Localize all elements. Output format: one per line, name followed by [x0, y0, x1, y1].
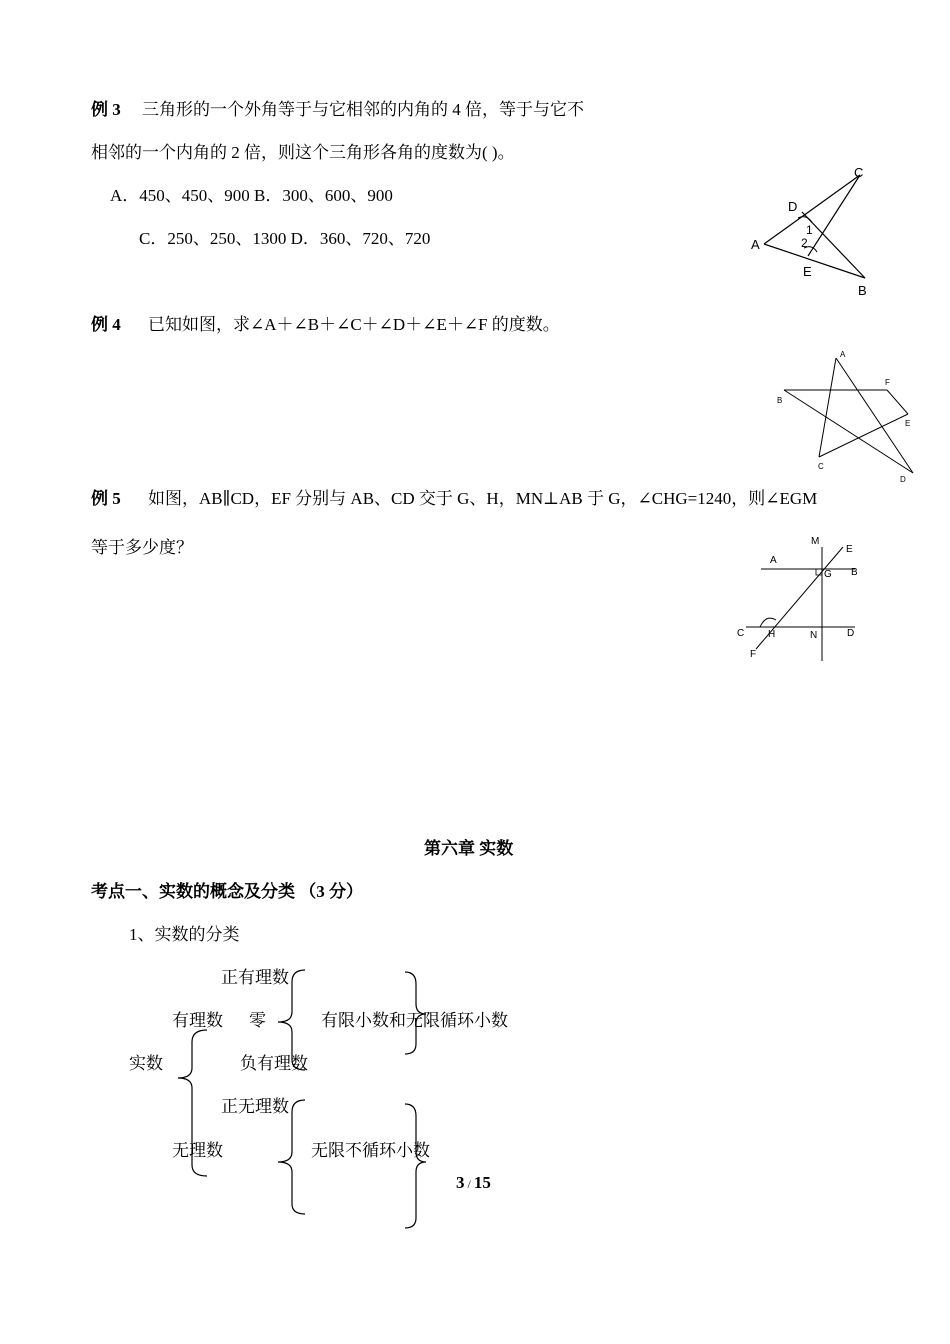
example-4-text: 已知如图，求∠A＋∠B＋∠C＋∠D＋∠E＋∠F 的度数。 — [148, 315, 560, 334]
label-c: C — [818, 462, 824, 471]
label-g: G — [824, 569, 832, 580]
label-m: M — [811, 536, 820, 547]
example-5-label: 例 5 — [91, 489, 121, 508]
infinite-decimal-label: 无限不循环小数 — [311, 1141, 430, 1160]
label-h: H — [768, 629, 776, 640]
label-b: B — [851, 567, 858, 578]
irrational-label: 无理数 — [172, 1141, 223, 1160]
label-b: B — [858, 283, 867, 298]
example-4-label: 例 4 — [91, 315, 121, 334]
section-title: 考点一、实数的概念及分类 （3 分） — [91, 882, 363, 901]
example-5-line-2: 等于多少度？ — [91, 538, 193, 557]
label-c: C — [854, 165, 864, 180]
negative-rational-label: 负有理数 — [240, 1054, 308, 1073]
label-b: B — [777, 396, 783, 405]
label-a: A — [751, 237, 760, 252]
positive-rational-label: 正有理数 — [221, 968, 289, 987]
label-e: E — [905, 419, 911, 428]
label-d: D — [900, 475, 906, 484]
label-f: F — [750, 649, 757, 660]
finite-decimal-label: 有限小数和无限循环小数 — [321, 1011, 508, 1030]
label-e: E — [803, 264, 812, 279]
example-3-options-ab: A．450、450、900 B．300、600、900 — [110, 186, 393, 205]
label-a: A — [840, 350, 846, 359]
real-number-label: 实数 — [129, 1054, 163, 1073]
example-3-options-cd: C．250、250、1300 D．360、720、720 — [139, 229, 431, 248]
rational-label: 有理数 — [172, 1011, 223, 1030]
label-d: D — [847, 628, 855, 639]
page-separator: / — [467, 1177, 471, 1191]
example-5-line-1: 如图，AB∥CD，EF 分别与 AB、CD 交于 G、H，MN⊥AB 于 G，∠CHG=1240，则∠EGM — [148, 489, 818, 508]
label-angle-1: 1 — [806, 223, 813, 237]
zero-label: 零 — [249, 1011, 266, 1030]
label-a: A — [770, 555, 777, 566]
page-number — [456, 1174, 491, 1191]
label-e: E — [846, 544, 853, 555]
example-3-line-2: 相邻的一个内角的 2 倍，则这个三角形各角的度数为( )。 — [91, 143, 515, 162]
label-n: N — [810, 630, 818, 641]
label-d: D — [788, 199, 798, 214]
example-3-line-1: 三角形的一个外角等于与它相邻的内角的 4 倍，等于与它不 — [142, 100, 584, 119]
classification-heading: 1、实数的分类 — [129, 925, 240, 944]
chapter-title: 第六章 实数 — [424, 839, 514, 858]
page-total: 15 — [473, 1173, 491, 1192]
label-f: F — [885, 378, 890, 387]
label-c: C — [737, 628, 745, 639]
example-3-label: 例 3 — [91, 100, 121, 119]
positive-irrational-label: 正无理数 — [221, 1097, 289, 1116]
label-angle-2: 2 — [801, 236, 808, 250]
page-current: 3 — [456, 1173, 465, 1192]
